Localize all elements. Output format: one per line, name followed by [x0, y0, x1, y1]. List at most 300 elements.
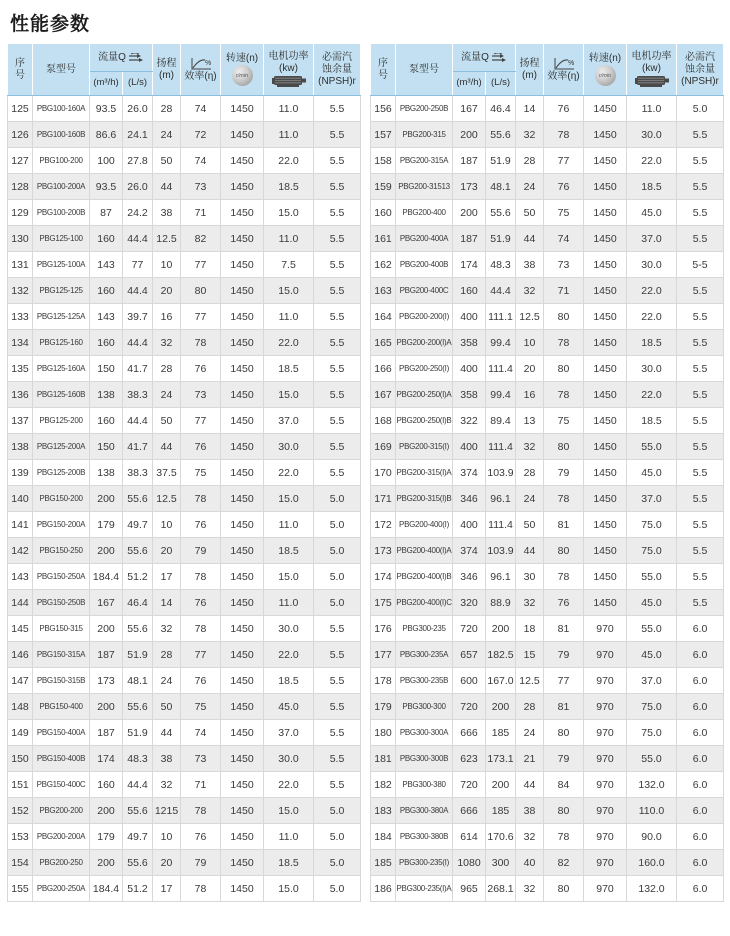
cell-head: 20 [516, 356, 544, 382]
cell-speed: 1450 [584, 564, 627, 590]
cell-serial: 169 [371, 434, 396, 460]
cell-head: 12.5 [516, 668, 544, 694]
cell-efficiency: 80 [544, 304, 584, 330]
cell-model: PBG300-300 [396, 694, 453, 720]
cell-serial: 152 [8, 798, 33, 824]
cell-power: 75.0 [627, 694, 677, 720]
cell-flow-ls: 55.6 [123, 616, 153, 642]
cell-npsh: 5.0 [314, 538, 361, 564]
cell-flow-ls: 55.6 [486, 200, 516, 226]
cell-head: 17 [153, 564, 181, 590]
cell-head: 32 [516, 824, 544, 850]
cell-npsh: 5.5 [677, 278, 724, 304]
cell-efficiency: 73 [544, 252, 584, 278]
cell-efficiency: 78 [544, 564, 584, 590]
cell-flow-m3h: 720 [453, 772, 486, 798]
cell-model: PBG200-315A [396, 148, 453, 174]
cell-serial: 186 [371, 876, 396, 902]
cell-flow-ls: 46.4 [123, 590, 153, 616]
cell-model: PBG150-400B [33, 746, 90, 772]
cell-speed: 1450 [221, 434, 264, 460]
cell-model: PBG200-200(I) [396, 304, 453, 330]
cell-speed: 1450 [584, 460, 627, 486]
svg-text:%: % [567, 59, 574, 67]
cell-head: 17 [153, 876, 181, 902]
cell-flow-m3h: 93.5 [90, 174, 123, 200]
cell-serial: 184 [371, 824, 396, 850]
cell-power: 90.0 [627, 824, 677, 850]
column-header-npsh: 必需汽 蚀余量 (NPSH)r [314, 44, 361, 96]
cell-flow-ls: 200 [486, 772, 516, 798]
cell-npsh: 6.0 [677, 876, 724, 902]
cell-flow-m3h: 374 [453, 460, 486, 486]
cell-npsh: 5.5 [677, 304, 724, 330]
cell-flow-ls: 41.7 [123, 434, 153, 460]
table-row [371, 694, 724, 720]
cell-model: PBG200-315(I) [396, 434, 453, 460]
cell-efficiency: 78 [544, 824, 584, 850]
cell-flow-ls: 51.9 [123, 720, 153, 746]
cell-flow-m3h: 138 [90, 460, 123, 486]
cell-model: PBG200-200A [33, 824, 90, 850]
cell-model: PBG200-400(I)A [396, 538, 453, 564]
cell-flow-m3h: 87 [90, 200, 123, 226]
cell-speed: 1450 [221, 460, 264, 486]
cell-efficiency: 78 [544, 486, 584, 512]
cell-serial: 162 [371, 252, 396, 278]
cell-flow-m3h: 143 [90, 252, 123, 278]
cell-model: PBG150-200A [33, 512, 90, 538]
cell-npsh: 5.0 [314, 590, 361, 616]
cell-npsh: 5.5 [677, 486, 724, 512]
cell-model: PBG300-300A [396, 720, 453, 746]
cell-flow-m3h: 200 [90, 538, 123, 564]
cell-model: PBG200-400(I)B [396, 564, 453, 590]
cell-flow-m3h: 623 [453, 746, 486, 772]
cell-efficiency: 77 [544, 668, 584, 694]
cell-head: 44 [516, 226, 544, 252]
cell-power: 30.0 [264, 434, 314, 460]
cell-speed: 1450 [221, 850, 264, 876]
cell-power: 22.0 [264, 772, 314, 798]
cell-flow-m3h: 160 [90, 408, 123, 434]
table-row [8, 694, 361, 720]
cell-flow-ls: 111.4 [486, 356, 516, 382]
cell-serial: 149 [8, 720, 33, 746]
cell-flow-m3h: 160 [90, 226, 123, 252]
cell-flow-m3h: 160 [453, 278, 486, 304]
cell-efficiency: 73 [181, 174, 221, 200]
cell-efficiency: 76 [181, 356, 221, 382]
cell-flow-ls: 51.2 [123, 876, 153, 902]
table-row [8, 382, 361, 408]
cell-npsh: 5.5 [314, 200, 361, 226]
cell-flow-ls: 51.9 [123, 642, 153, 668]
cell-npsh: 6.0 [677, 616, 724, 642]
cell-speed: 970 [584, 824, 627, 850]
cell-power: 75.0 [627, 512, 677, 538]
cell-serial: 170 [371, 460, 396, 486]
cell-model: PBG200-400C [396, 278, 453, 304]
cell-flow-ls: 55.6 [486, 122, 516, 148]
table-row [371, 356, 724, 382]
table-row [8, 408, 361, 434]
table-row [371, 174, 724, 200]
cell-flow-m3h: 160 [90, 772, 123, 798]
cell-flow-ls: 55.6 [123, 850, 153, 876]
cell-npsh: 5.5 [314, 772, 361, 798]
table-row [8, 460, 361, 486]
cell-speed: 1450 [221, 226, 264, 252]
table-row [371, 850, 724, 876]
cell-flow-m3h: 720 [453, 616, 486, 642]
cell-speed: 1450 [221, 720, 264, 746]
cell-flow-ls: 38.3 [123, 382, 153, 408]
cell-model: PBG200-315(I)B [396, 486, 453, 512]
cell-power: 132.0 [627, 772, 677, 798]
cell-power: 37.0 [627, 226, 677, 252]
cell-speed: 1450 [584, 174, 627, 200]
cell-power: 22.0 [627, 148, 677, 174]
table-row [8, 720, 361, 746]
cell-efficiency: 80 [544, 876, 584, 902]
cell-flow-ls: 38.3 [123, 460, 153, 486]
cell-npsh: 5.5 [314, 668, 361, 694]
cell-power: 15.0 [264, 876, 314, 902]
cell-flow-ls: 200 [486, 694, 516, 720]
cell-flow-ls: 44.4 [123, 330, 153, 356]
table-row [8, 252, 361, 278]
cell-head: 38 [516, 798, 544, 824]
page-title: 性能参数 [10, 14, 91, 35]
cell-model: PBG125-200 [33, 408, 90, 434]
table-row [371, 616, 724, 642]
cell-flow-ls: 55.6 [123, 486, 153, 512]
cell-flow-ls: 24.1 [123, 122, 153, 148]
cell-speed: 1450 [221, 304, 264, 330]
cell-flow-m3h: 150 [90, 356, 123, 382]
cell-model: PBG200-250B [396, 96, 453, 122]
cell-serial: 148 [8, 694, 33, 720]
table-row [371, 278, 724, 304]
cell-power: 75.0 [627, 720, 677, 746]
cell-npsh: 6.0 [677, 720, 724, 746]
cell-head: 50 [153, 694, 181, 720]
cell-efficiency: 71 [181, 200, 221, 226]
cell-npsh: 5.5 [314, 304, 361, 330]
cell-speed: 1450 [221, 694, 264, 720]
table-row [8, 226, 361, 252]
cell-head: 16 [516, 382, 544, 408]
cell-serial: 183 [371, 798, 396, 824]
cell-speed: 1450 [221, 512, 264, 538]
cell-model: PBG200-250(I) [396, 356, 453, 382]
cell-head: 13 [516, 408, 544, 434]
cell-efficiency: 80 [544, 538, 584, 564]
table-row [8, 590, 361, 616]
cell-serial: 127 [8, 148, 33, 174]
table-row [8, 824, 361, 850]
cell-serial: 156 [371, 96, 396, 122]
cell-efficiency: 81 [544, 694, 584, 720]
cell-npsh: 5.0 [314, 486, 361, 512]
cell-model: PBG150-250 [33, 538, 90, 564]
cell-power: 11.0 [264, 304, 314, 330]
cell-power: 132.0 [627, 876, 677, 902]
cell-flow-ls: 99.4 [486, 330, 516, 356]
cell-head: 28 [516, 694, 544, 720]
cell-efficiency: 76 [181, 434, 221, 460]
cell-flow-ls: 111.4 [486, 512, 516, 538]
cell-flow-ls: 51.9 [486, 148, 516, 174]
cell-model: PBG200-250(I)A [396, 382, 453, 408]
cell-head: 44 [153, 720, 181, 746]
table-row [371, 668, 724, 694]
table-row [8, 278, 361, 304]
cell-power: 11.0 [264, 512, 314, 538]
cell-efficiency: 78 [544, 382, 584, 408]
cell-speed: 1450 [221, 96, 264, 122]
cell-efficiency: 82 [181, 226, 221, 252]
table-row [8, 304, 361, 330]
cell-model: PBG200-200(I)A [396, 330, 453, 356]
cell-efficiency: 80 [544, 798, 584, 824]
cell-npsh: 5.5 [677, 122, 724, 148]
cell-flow-ls: 46.4 [486, 96, 516, 122]
table-row [371, 746, 724, 772]
cell-speed: 1450 [584, 408, 627, 434]
cell-speed: 970 [584, 772, 627, 798]
cell-npsh: 6.0 [677, 668, 724, 694]
cell-speed: 1450 [584, 512, 627, 538]
cell-flow-ls: 96.1 [486, 564, 516, 590]
cell-power: 15.0 [264, 564, 314, 590]
cell-npsh: 5.0 [314, 798, 361, 824]
cell-model: PBG300-235 [396, 616, 453, 642]
cell-power: 11.0 [264, 226, 314, 252]
cell-speed: 1450 [221, 668, 264, 694]
cell-speed: 970 [584, 694, 627, 720]
cell-efficiency: 79 [544, 642, 584, 668]
cell-efficiency: 80 [181, 278, 221, 304]
cell-efficiency: 76 [544, 590, 584, 616]
cell-flow-ls: 200 [486, 616, 516, 642]
cell-efficiency: 76 [544, 96, 584, 122]
cell-flow-m3h: 174 [453, 252, 486, 278]
cell-flow-ls: 27.8 [123, 148, 153, 174]
cell-flow-ls: 48.3 [486, 252, 516, 278]
cell-serial: 157 [371, 122, 396, 148]
cell-serial: 166 [371, 356, 396, 382]
cell-model: PBG150-315 [33, 616, 90, 642]
column-header-efficiency: % 效率(η) [544, 44, 584, 96]
cell-serial: 173 [371, 538, 396, 564]
cell-flow-ls: 103.9 [486, 460, 516, 486]
cell-efficiency: 79 [544, 460, 584, 486]
cell-model: PBG200-400 [396, 200, 453, 226]
table-row [371, 408, 724, 434]
cell-serial: 153 [8, 824, 33, 850]
cell-model: PBG200-31513 [396, 174, 453, 200]
cell-flow-ls: 55.6 [123, 798, 153, 824]
cell-speed: 1450 [584, 200, 627, 226]
cell-npsh: 5.5 [314, 720, 361, 746]
cell-head: 32 [516, 278, 544, 304]
cell-speed: 1450 [584, 252, 627, 278]
cell-npsh: 5.5 [677, 200, 724, 226]
cell-power: 22.0 [264, 642, 314, 668]
cell-speed: 1450 [584, 148, 627, 174]
cell-flow-ls: 44.4 [123, 226, 153, 252]
cell-model: PBG100-200A [33, 174, 90, 200]
cell-flow-m3h: 720 [453, 694, 486, 720]
cell-serial: 179 [371, 694, 396, 720]
cell-head: 1215 [153, 798, 181, 824]
cell-flow-ls: 185 [486, 798, 516, 824]
cell-head: 28 [153, 96, 181, 122]
table-row [8, 798, 361, 824]
flow-label: 流量Q [98, 51, 126, 63]
table-row [8, 850, 361, 876]
cell-flow-m3h: 167 [90, 590, 123, 616]
cell-speed: 1450 [221, 200, 264, 226]
cell-power: 11.0 [264, 590, 314, 616]
cell-serial: 147 [8, 668, 33, 694]
cell-model: PBG300-380A [396, 798, 453, 824]
cell-power: 22.0 [627, 304, 677, 330]
cell-head: 30 [516, 564, 544, 590]
cell-flow-ls: 26.0 [123, 96, 153, 122]
table-row [371, 434, 724, 460]
cell-serial: 125 [8, 96, 33, 122]
cell-head: 50 [516, 200, 544, 226]
cell-flow-m3h: 200 [90, 798, 123, 824]
cell-model: PBG125-200B [33, 460, 90, 486]
cell-serial: 180 [371, 720, 396, 746]
cell-serial: 129 [8, 200, 33, 226]
cell-serial: 171 [371, 486, 396, 512]
performance-table-left [7, 43, 361, 902]
cell-head: 12.5 [153, 486, 181, 512]
cell-serial: 135 [8, 356, 33, 382]
cell-power: 7.5 [264, 252, 314, 278]
column-header-model: 泵型号 [396, 44, 453, 96]
cell-efficiency: 76 [181, 824, 221, 850]
table-row [371, 590, 724, 616]
cell-speed: 1450 [221, 356, 264, 382]
cell-efficiency: 75 [181, 694, 221, 720]
cell-flow-m3h: 200 [90, 850, 123, 876]
cell-head: 20 [153, 538, 181, 564]
cell-head: 38 [516, 252, 544, 278]
cell-speed: 1450 [221, 408, 264, 434]
cell-efficiency: 78 [181, 876, 221, 902]
cell-serial: 154 [8, 850, 33, 876]
table-row [8, 538, 361, 564]
cell-flow-ls: 48.1 [486, 174, 516, 200]
cell-flow-ls: 26.0 [123, 174, 153, 200]
cell-npsh: 6.0 [677, 746, 724, 772]
cell-speed: 1450 [221, 252, 264, 278]
cell-head: 24 [153, 122, 181, 148]
cell-npsh: 5.5 [677, 226, 724, 252]
cell-speed: 1450 [221, 746, 264, 772]
cell-head: 10 [153, 824, 181, 850]
cell-serial: 138 [8, 434, 33, 460]
cell-npsh: 5.5 [314, 252, 361, 278]
cell-serial: 133 [8, 304, 33, 330]
cell-serial: 144 [8, 590, 33, 616]
table-row [8, 122, 361, 148]
cell-power: 37.0 [627, 668, 677, 694]
cell-flow-m3h: 965 [453, 876, 486, 902]
cell-power: 22.0 [627, 278, 677, 304]
cell-power: 18.5 [264, 538, 314, 564]
cell-efficiency: 77 [181, 408, 221, 434]
cell-model: PBG300-380 [396, 772, 453, 798]
cell-serial: 174 [371, 564, 396, 590]
cell-efficiency: 74 [181, 148, 221, 174]
cell-head: 28 [153, 642, 181, 668]
cell-model: PBG200-400(I)C [396, 590, 453, 616]
cell-npsh: 5.5 [677, 538, 724, 564]
cell-efficiency: 77 [181, 642, 221, 668]
cell-serial: 131 [8, 252, 33, 278]
cell-serial: 134 [8, 330, 33, 356]
cell-head: 20 [153, 850, 181, 876]
cell-npsh: 5.5 [677, 382, 724, 408]
cell-speed: 1450 [221, 278, 264, 304]
cell-flow-m3h: 138 [90, 382, 123, 408]
cell-flow-m3h: 173 [453, 174, 486, 200]
cell-flow-m3h: 322 [453, 408, 486, 434]
cell-power: 11.0 [627, 96, 677, 122]
cell-efficiency: 76 [181, 668, 221, 694]
cell-efficiency: 79 [181, 850, 221, 876]
cell-flow-ls: 49.7 [123, 824, 153, 850]
table-row [8, 512, 361, 538]
column-header-flow-ls: (L/s) [123, 72, 153, 96]
cell-speed: 1450 [221, 876, 264, 902]
cell-flow-m3h: 400 [453, 434, 486, 460]
cell-head: 16 [153, 304, 181, 330]
cell-power: 18.5 [264, 668, 314, 694]
cell-efficiency: 81 [544, 616, 584, 642]
cell-flow-ls: 51.9 [486, 226, 516, 252]
cell-flow-ls: 111.1 [486, 304, 516, 330]
table-row [371, 304, 724, 330]
cell-efficiency: 80 [544, 434, 584, 460]
cell-speed: 1450 [221, 330, 264, 356]
cell-head: 32 [153, 330, 181, 356]
cell-flow-m3h: 200 [90, 616, 123, 642]
cell-model: PBG100-200B [33, 200, 90, 226]
table-row [8, 668, 361, 694]
cell-model: PBG125-200A [33, 434, 90, 460]
cell-power: 37.0 [627, 486, 677, 512]
flow-icon [128, 53, 144, 63]
cell-power: 30.0 [627, 252, 677, 278]
cell-npsh: 5.5 [314, 278, 361, 304]
cell-flow-ls: 44.4 [123, 772, 153, 798]
cell-flow-m3h: 160 [90, 330, 123, 356]
cell-head: 32 [516, 590, 544, 616]
cell-npsh: 5.0 [314, 564, 361, 590]
cell-head: 10 [153, 512, 181, 538]
column-header-flow-ls: (L/s) [486, 72, 516, 96]
cell-power: 18.5 [627, 330, 677, 356]
cell-flow-ls: 44.4 [123, 278, 153, 304]
